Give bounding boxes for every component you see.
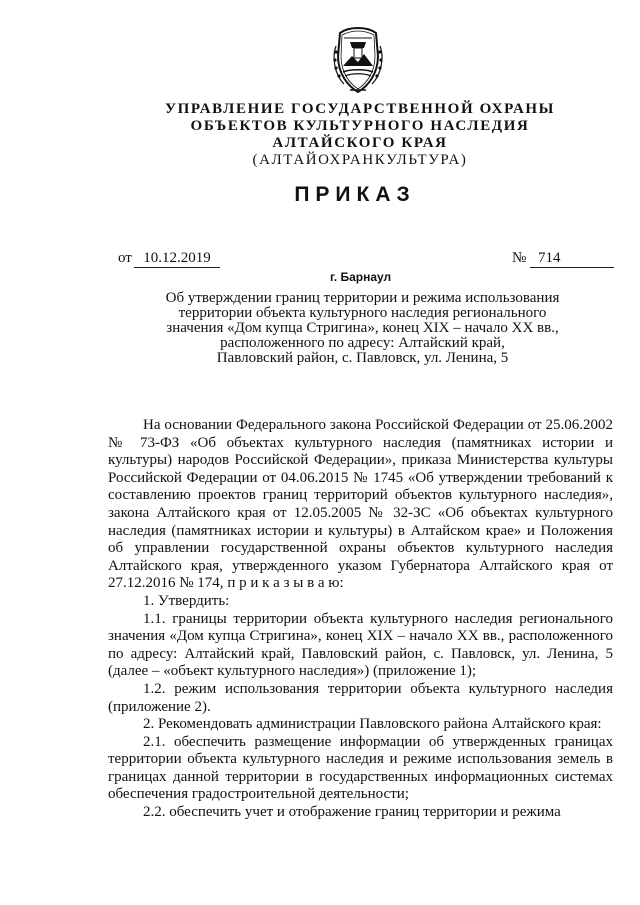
date-value: 10.12.2019 [134, 250, 220, 268]
item-1: 1. Утвердить: [143, 592, 230, 609]
subject-line: расположенного по адресу: Алтайский край, [220, 335, 505, 351]
subject-line: Павловский район, с. Павловск, ул. Ленина, 5 [216, 350, 509, 366]
date-label: от [118, 250, 132, 266]
order-word: п р и к а з ы в а ю: [227, 575, 344, 592]
subject-line: значения «Дом купца Стригина», конец XIX – начало XX вв., [166, 320, 559, 336]
document-subject [130, 291, 595, 366]
subject-line: территории объекта культурного наследия регионального [178, 305, 547, 321]
coat-of-arms-altai-krai-icon [330, 26, 386, 94]
preamble-paragraph [108, 417, 613, 593]
document-body [108, 417, 613, 822]
subject-line: Об утверждении границ территории и режима использования [165, 290, 560, 306]
city-label: г. Барнаул [330, 270, 392, 284]
item-2-2: 2.2. обеспечить учет и отображение границ территории и режима [143, 804, 561, 821]
number-label: № [512, 250, 527, 266]
item-1-1: 1.1. границы территории объекта культурного наследия регионального значения «Дом купца Стригина», конец XIX – начало XX вв., расположенного по адресу: Алтайский край, Павловский район, с. Павловск, ул. Ленина, 5 (далее – «объект культурного наследия») (приложение 1); [108, 610, 613, 680]
item-1-2: 1.2. режим использования территории объекта культурного наследия (приложение 2). [108, 680, 613, 715]
agency-line: УПРАВЛЕНИЕ ГОСУДАРСТВЕННОЙ ОХРАНЫ [165, 101, 555, 117]
item-2-1: 2.1. обеспечить размещение информации об утвержденных границах территории объекта культурного наследия и режиме использования земель в границах данной территории в государственных информационных системах обеспечения градостроительной деятельности; [108, 733, 613, 803]
agency-short-name: (АЛТАЙОХРАНКУЛЬТУРА) [252, 152, 468, 168]
agency-line: АЛТАЙСКОГО КРАЯ [272, 135, 448, 151]
agency-line: ОБЪЕКТОВ КУЛЬТУРНОГО НАСЛЕДИЯ [190, 118, 530, 134]
number-value: 714 [530, 250, 614, 268]
preamble-text: На основании Федерального закона Российской Федерации от 25.06.2002 № 73-ФЗ «Об объектах культурного наследия (памятниках истории и культуры) народов Российской Федерации», приказа Министерства культуры Российской Федерации от 04.06.2015 № 1745 «Об утверждении требований к составлению проектов границ территорий объектов культурного наследия», закона Алтайского края от 12.05.2005 № 32-ЗС «Об объектах культурного наследия (памятниках истории и культуры) в Алтайском крае» и Положения об управлении государственной охраны объектов культурного наследия Алтайского края, утвержденного указом Губернатора Алтайского края от 27.12.2016 № 174, [108, 417, 613, 592]
item-2: 2. Рекомендовать администрации Павловского района Алтайского края: [143, 716, 602, 733]
document-type-title: ПРИКАЗ [294, 183, 416, 206]
agency-name [150, 101, 570, 169]
